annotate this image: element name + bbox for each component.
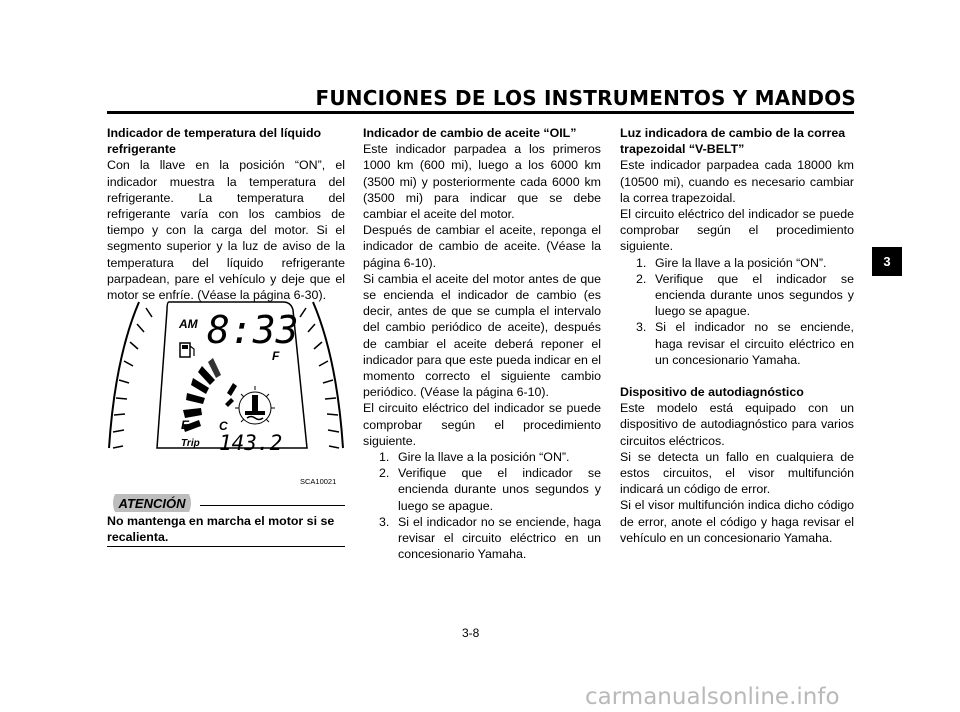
column-1 — [107, 125, 345, 303]
column-3 — [620, 125, 854, 546]
temperature-cold-label: C — [219, 419, 228, 433]
oil-change-body-2: Después de cambiar el aceite, reponga el indicador de cambio de aceite. (Véase la página 6-10). — [363, 223, 601, 270]
vbelt-body-2: El circuito eléctrico del indicador se puede comprobar según el procedimiento siguiente. — [620, 207, 854, 254]
oil-check-steps — [363, 449, 601, 562]
self-diagnosis-body-2: Si se detecta un fallo en cualquiera de estos circuitos, el visor multifunción indicará un código de error. — [620, 449, 854, 497]
list-item: 1. Gire la llave a la posición “ON”. — [636, 255, 827, 270]
oil-change-body-1: Este indicador parpadea a los primeros 1000 km (600 mi), luego a los 6000 km (3500 mi) y posteriormente cada 6000 km (3500 mi) para indicar que se debe cambiar el aceite del motor. — [363, 142, 601, 222]
watermark: carmanualsonline.info — [585, 684, 840, 710]
attention-rule — [200, 505, 345, 506]
self-diagnosis-body-3: Si el visor multifunción indica dicho código de error, anote el código y haga revisar el vehículo en un concesionario Yamaha. — [620, 498, 854, 545]
attention-bottom-rule — [107, 546, 345, 547]
vbelt-heading: Luz indicadora de cambio de la correa trapezoidal “V-BELT” — [620, 126, 846, 157]
page-number: 3-8 — [462, 626, 480, 640]
fuel-full-label: F — [272, 349, 280, 363]
list-item: 1. Gire la llave a la posición “ON”. — [379, 450, 570, 465]
section-tab: 3 — [872, 247, 902, 276]
vbelt-body-1: Este indicador parpadea cada 18000 km (10500 mi), cuando es necesario cambiar la correa trapezoidal. — [620, 158, 854, 205]
spacer — [620, 368, 854, 384]
list-item: 2. Verifique que el indicador se encienda durante unos segundos y luego se apague. — [379, 466, 601, 513]
am-label: AM — [179, 317, 198, 331]
fuel-empty-label: E — [181, 418, 190, 432]
self-diagnosis-heading: Dispositivo de autodiagnóstico — [620, 385, 804, 400]
list-item: 3. Si el indicador no se enciende, haga revisar el circuito eléctrico en un concesionario Yamaha. — [379, 514, 601, 562]
attention-text: No mantenga en marcha el motor si se recalienta. — [107, 514, 335, 545]
clock-readout: 8:33 — [207, 308, 299, 352]
oil-change-body-4: El circuito eléctrico del indicador se puede comprobar según el procedimiento siguiente. — [363, 401, 601, 448]
header-rule — [107, 111, 854, 114]
column-2 — [363, 125, 601, 562]
trip-label: Trip — [181, 438, 200, 449]
coolant-temp-body: Con la llave en la posición “ON”, el indicador muestra la temperatura del refrigerante. La temperatura del refrigerante varía con los cambios de tiempo y con la carga del motor. Si el segmento superior y la luz de aviso de la temperatura del líquido refrigerante parpadean, pare el vehículo y deje que el motor se enfríe. (Véase la página 6-30). — [107, 158, 345, 303]
page-header-title: FUNCIONES DE LOS INSTRUMENTOS Y MANDOS — [315, 86, 856, 110]
oil-change-body-3: Si cambia el aceite del motor antes de que se encienda el indicador de cambio (es decir, antes de que se cumpla el intervalo del cambio periódico de aceite), después de cambiar el aceite deberá reponer el indicador para que este pueda indicar en el momento correcto el siguiente cambio periódico. (Véase la página 6-10). — [363, 271, 601, 400]
attention-label: ATENCIÓN — [118, 496, 186, 511]
trip-readout: 143.2 — [219, 431, 283, 455]
figure-code: SCA10021 — [300, 477, 337, 486]
instrument-display-figure — [107, 298, 345, 458]
oil-change-heading: Indicador de cambio de aceite “OIL” — [363, 126, 577, 140]
list-item: 3. Si el indicador no se enciende, haga revisar el circuito eléctrico en un concesionario Yamaha. — [636, 320, 854, 367]
list-item: 2. Verifique que el indicador se encienda durante unos segundos y luego se apague. — [636, 271, 854, 319]
self-diagnosis-body-1: Este modelo está equipado con un dispositivo de autodiagnóstico para varios circuitos eléctricos. — [620, 401, 854, 448]
coolant-temp-heading: Indicador de temperatura del líquido refrigerante — [107, 126, 322, 157]
vbelt-check-steps — [620, 255, 854, 368]
